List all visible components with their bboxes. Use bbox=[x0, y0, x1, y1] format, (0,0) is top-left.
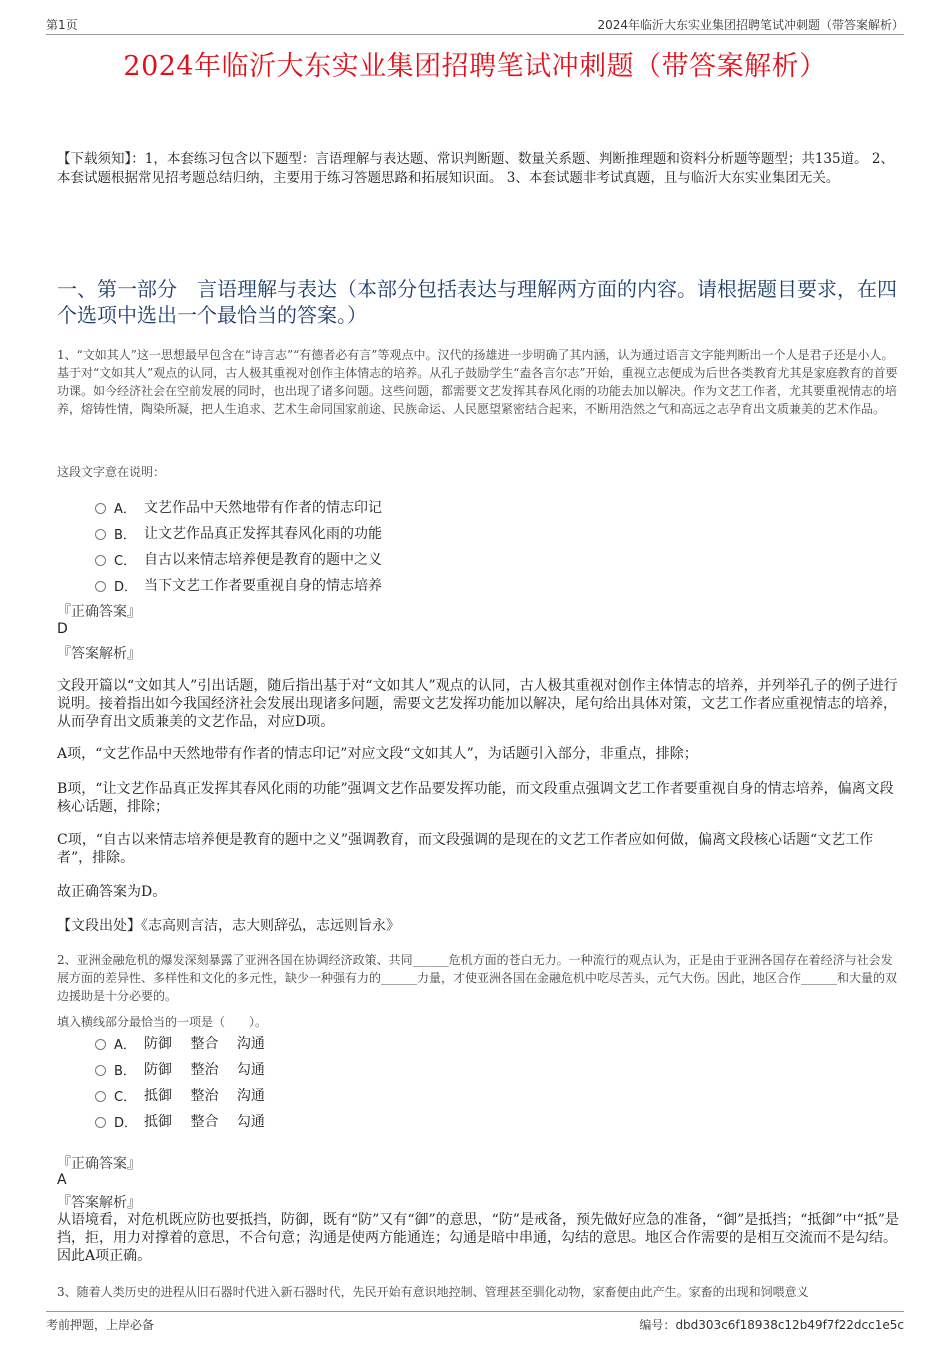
radio-icon[interactable] bbox=[95, 503, 106, 514]
analysis-conclusion: 故正确答案为D。 bbox=[57, 884, 167, 900]
analysis-source: 【文段出处】《志高则言洁，志大则辞弘，志远则旨永》 bbox=[57, 918, 400, 934]
analysis-label: 『答案解析』 bbox=[57, 646, 141, 662]
answer-label: 『正确答案』 bbox=[57, 1156, 141, 1172]
option-a[interactable]: A． 防御 整合 沟通 bbox=[95, 1030, 265, 1056]
analysis-paragraph: B项，“让文艺作品真正发挥其春风化雨的功能”强调文艺作品要发挥功能，而文段重点强调文艺工作者要重视自身的情志培养，偏离文段核心话题，排除； bbox=[57, 781, 894, 815]
answer-value: A bbox=[57, 1172, 67, 1188]
analysis-paragraph: 文段开篇以“文如其人”引出话题，随后指出基于对“文如其人”观点的认同，古人极其重视对创作主体情志的培养，并列举孔子的例子进行说明。接着指出如今我国经济社会发展出现诸多问题，需要文艺发挥功能加以解决，尾句给出具体对策，文艺工作者应重视情志的培养，从而孕育出文质兼美的文艺作品，对应D项。 bbox=[57, 678, 898, 730]
option-d[interactable]: D． 当下文艺工作者要重视自身的情志培养 bbox=[95, 572, 382, 598]
option-d[interactable]: D． 抵御 整合 勾通 bbox=[95, 1108, 265, 1134]
question-3-stem: 3、随着人类历史的进程从旧石器时代进入新石器时代，先民开始有意识地控制、管理甚至驯化动物，家畜便由此产生。家畜的出现和饲喂意义 bbox=[57, 1285, 809, 1299]
option-b[interactable]: B． 让文艺作品真正发挥其春风化雨的功能 bbox=[95, 520, 382, 546]
radio-icon[interactable] bbox=[95, 1091, 106, 1102]
document-code: 编号：dbd303c6f18938c12b49f7f22dcc1e5c bbox=[639, 1318, 904, 1332]
radio-icon[interactable] bbox=[95, 529, 106, 540]
analysis-paragraph: 从语境看，对危机既应防也要抵挡，防御，既有“防”又有“御”的意思，“防”是戒备，预先做好应急的准备，“御”是抵挡；“抵御”中“抵”是挡，拒，用力对撑着的意思，不合句意；沟通是使两方能通连；勾通是暗中串通，勾结的意思。地区合作需要的是相互交流而不是勾结。因此A项正确。 bbox=[57, 1212, 899, 1264]
option-b[interactable]: B． 防御 整治 勾通 bbox=[95, 1056, 265, 1082]
page-footer bbox=[46, 1311, 904, 1332]
option-c[interactable]: C． 自古以来情志培养便是教育的题中之义 bbox=[95, 546, 382, 572]
page-header bbox=[46, 14, 904, 35]
question-2-stem: 2、亚洲金融危机的爆发深刻暴露了亚洲各国在协调经济政策、共同______危机方面的苍白无力。一种流行的观点认为，正是由于亚洲各国存在着经济与社会发展方面的差异性、多样性和文化的多元性，缺少一种强有力的______力量，才使亚洲各国在金融危机中吃尽苦头，元气大伤。因此，地区合作______和大量的双边援助是十分必要的。 bbox=[57, 953, 898, 1003]
page-number: 第1页 bbox=[46, 18, 78, 32]
question-1-stem: 1、“文如其人”这一思想最早包含在“诗言志”“有德者必有言”等观点中。汉代的扬雄进一步明确了其内涵，认为通过语言文字能判断出一个人是君子还是小人。基于对“文如其人”观点的认同，古人极其重视对创作主体情志的培养。从孔子鼓励学生“盍各言尔志”开始，重视立志便成为后世各类教育尤其是家庭教育的首要功课。如今经济社会在空前发展的同时，也出现了诸多问题。这些问题，都需要文艺发挥其春风化雨的功能去加以解决。作为文艺工作者，尤其要重视情志的培养，熔铸性情，陶染所凝，把人生追求、艺术生命同国家前途、民族命运、人民愿望紧密结合起来，不断用浩然之气和高远之志孕育出文质兼美的艺术作品。 bbox=[57, 348, 898, 416]
question-1-options bbox=[95, 494, 382, 598]
question-2-prompt: 填入横线部分最恰当的一项是（ ）。 bbox=[57, 1015, 268, 1029]
analysis-paragraph: A项，“文艺作品中天然地带有作者的情志印记”对应文段“文如其人”，为话题引入部分，非重点，排除； bbox=[57, 746, 698, 762]
section-heading: 一、第一部分 言语理解与表达（本部分包括表达与理解两方面的内容。请根据题目要求，在四个选项中选出一个最恰当的答案。） bbox=[57, 277, 897, 327]
radio-icon[interactable] bbox=[95, 555, 106, 566]
radio-icon[interactable] bbox=[95, 1117, 106, 1128]
analysis-paragraph: C项，“自古以来情志培养便是教育的题中之义”强调教育，而文段强调的是现在的文艺工作者应如何做，偏离文段核心话题“文艺工作者”，排除。 bbox=[57, 832, 874, 866]
question-2-options bbox=[95, 1030, 265, 1134]
radio-icon[interactable] bbox=[95, 1065, 106, 1076]
option-a[interactable]: A． 文艺作品中天然地带有作者的情志印记 bbox=[95, 494, 382, 520]
radio-icon[interactable] bbox=[95, 581, 106, 592]
footer-slogan: 考前押题，上岸必备 bbox=[46, 1318, 155, 1332]
header-doc-title: 2024年临沂大东实业集团招聘笔试冲刺题（带答案解析） bbox=[597, 18, 904, 32]
option-c[interactable]: C． 抵御 整治 沟通 bbox=[95, 1082, 265, 1108]
analysis-label: 『答案解析』 bbox=[57, 1195, 141, 1211]
question-1-prompt: 这段文字意在说明： bbox=[57, 465, 166, 479]
page-title: 2024年临沂大东实业集团招聘笔试冲刺题（带答案解析） bbox=[123, 51, 827, 82]
answer-label: 『正确答案』 bbox=[57, 604, 141, 620]
download-notice: 【下载须知】：1，本套练习包含以下题型：言语理解与表达题、常识判断题、数量关系题、判断推理题和资料分析题等题型；共135道。 2、本套试题根据常见招考题总结归纳，主要用于练习答题思路和拓展知识面。 3、本套试题非考试真题，且与临沂大东实业集团无关。 bbox=[57, 151, 894, 186]
answer-value: D bbox=[57, 621, 68, 637]
radio-icon[interactable] bbox=[95, 1039, 106, 1050]
